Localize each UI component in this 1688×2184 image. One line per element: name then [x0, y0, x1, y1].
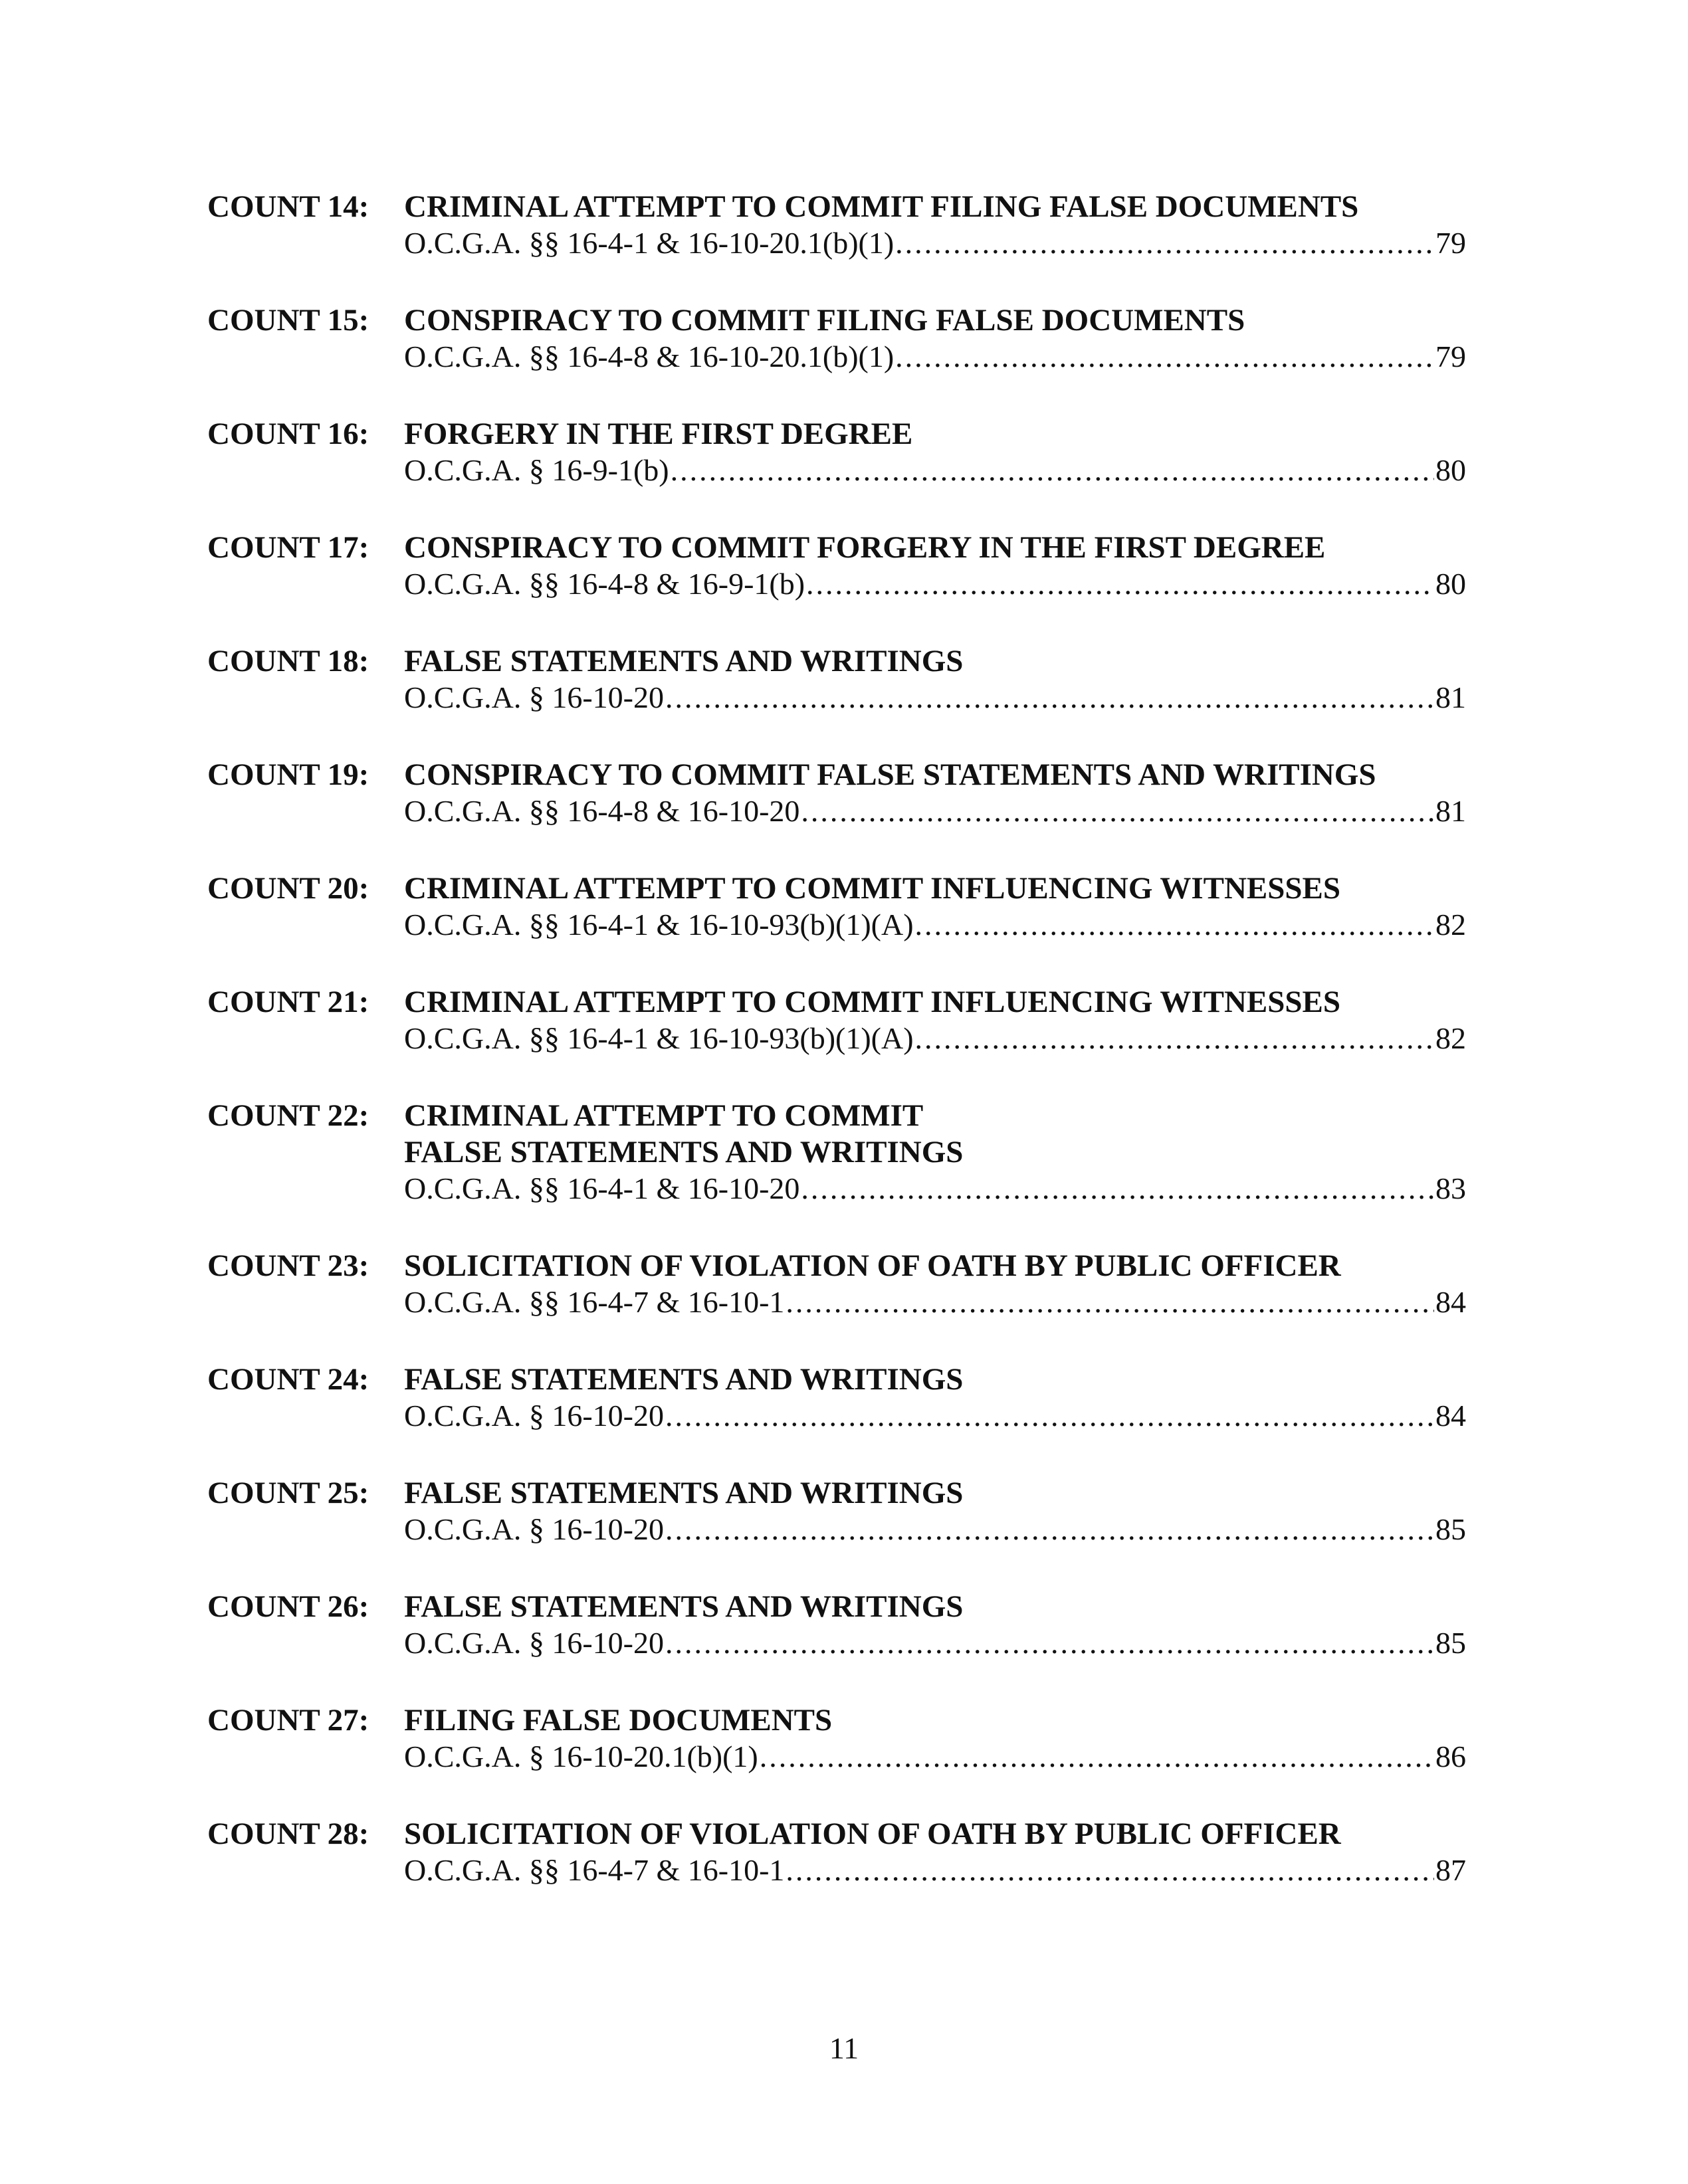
- count-label: COUNT 14:: [207, 189, 369, 224]
- page-reference: 81: [1435, 794, 1466, 828]
- citation-line: [404, 1169, 1466, 1208]
- count-label: COUNT 23:: [207, 1248, 369, 1283]
- page-reference: 81: [1435, 680, 1466, 714]
- citation-line: [404, 678, 1466, 717]
- page-reference: 80: [1435, 567, 1466, 601]
- dot-leader: [801, 792, 1434, 831]
- statute-citation: O.C.G.A. §§ 16-4-1 & 16-10-93(b)(1)(A): [404, 908, 914, 942]
- count-label: COUNT 24:: [207, 1362, 369, 1397]
- page-reference: 80: [1435, 453, 1466, 487]
- citation-line: [404, 1397, 1466, 1435]
- citation-line: [404, 224, 1466, 262]
- citation-line: [404, 906, 1466, 944]
- count-label: COUNT 28:: [207, 1817, 369, 1851]
- count-label: COUNT 18:: [207, 644, 369, 678]
- dot-leader: [760, 1737, 1434, 1776]
- count-title: FALSE STATEMENTS AND WRITINGS: [404, 1476, 964, 1510]
- count-title: CONSPIRACY TO COMMIT FILING FALSE DOCUMENTS: [404, 303, 1245, 338]
- count-label: COUNT 15:: [207, 303, 369, 338]
- page-reference: 85: [1435, 1626, 1466, 1660]
- count-label: COUNT 19:: [207, 757, 369, 792]
- dot-leader: [786, 1851, 1434, 1890]
- page-reference: 84: [1435, 1285, 1466, 1319]
- statute-citation: O.C.G.A. §§ 16-4-8 & 16-10-20.1(b)(1): [404, 340, 895, 373]
- count-title: FALSE STATEMENTS AND WRITINGS: [404, 1362, 964, 1397]
- count-label: COUNT 21:: [207, 985, 369, 1019]
- count-title: CONSPIRACY TO COMMIT FALSE STATEMENTS AND WRITINGS: [404, 757, 1376, 792]
- dot-leader: [915, 906, 1434, 944]
- statute-citation: O.C.G.A. §§ 16-4-1 & 16-10-20.1(b)(1): [404, 226, 895, 260]
- statute-citation: O.C.G.A. §§ 16-4-8 & 16-10-20: [404, 794, 800, 828]
- count-label: COUNT 25:: [207, 1476, 369, 1510]
- count-title: SOLICITATION OF VIOLATION OF OATH BY PUBLIC OFFICER: [404, 1248, 1341, 1283]
- page-reference: 84: [1435, 1399, 1466, 1433]
- count-title: FALSE STATEMENTS AND WRITINGS: [404, 644, 964, 678]
- statute-citation: O.C.G.A. §§ 16-4-1 & 16-10-93(b)(1)(A): [404, 1021, 914, 1055]
- statute-citation: O.C.G.A. § 16-10-20: [404, 680, 664, 714]
- count-title: FORGERY IN THE FIRST DEGREE: [404, 417, 913, 451]
- citation-line: [404, 338, 1466, 376]
- citation-line: [404, 451, 1466, 490]
- dot-leader: [671, 451, 1434, 490]
- count-title: FALSE STATEMENTS AND WRITINGS: [404, 1135, 964, 1169]
- citation-line: [404, 1510, 1466, 1549]
- count-label: COUNT 17:: [207, 530, 369, 565]
- statute-citation: O.C.G.A. § 16-9-1(b): [404, 453, 669, 487]
- dot-leader: [806, 565, 1434, 603]
- citation-line: [404, 1283, 1466, 1322]
- statute-citation: O.C.G.A. § 16-10-20: [404, 1399, 664, 1433]
- page-reference: 79: [1435, 340, 1466, 373]
- count-title: CRIMINAL ATTEMPT TO COMMIT INFLUENCING WITNESSES: [404, 871, 1341, 906]
- count-title: FALSE STATEMENTS AND WRITINGS: [404, 1589, 964, 1624]
- count-title: FILING FALSE DOCUMENTS: [404, 1703, 833, 1737]
- citation-line: [404, 565, 1466, 603]
- page-reference: 85: [1435, 1512, 1466, 1546]
- count-title: SOLICITATION OF VIOLATION OF OATH BY PUBLIC OFFICER: [404, 1817, 1341, 1851]
- statute-citation: O.C.G.A. § 16-10-20: [404, 1512, 664, 1546]
- count-title: CONSPIRACY TO COMMIT FORGERY IN THE FIRST DEGREE: [404, 530, 1326, 565]
- dot-leader: [801, 1169, 1434, 1208]
- count-label: COUNT 26:: [207, 1589, 369, 1624]
- count-title: CRIMINAL ATTEMPT TO COMMIT FILING FALSE DOCUMENTS: [404, 189, 1359, 224]
- citation-line: [404, 1624, 1466, 1662]
- citation-line: [404, 1737, 1466, 1776]
- page-reference: 82: [1435, 908, 1466, 942]
- count-label: COUNT 20:: [207, 871, 369, 906]
- citation-line: [404, 792, 1466, 831]
- statute-citation: O.C.G.A. §§ 16-4-7 & 16-10-1: [404, 1853, 785, 1887]
- page-reference: 83: [1435, 1171, 1466, 1205]
- count-label: COUNT 16:: [207, 417, 369, 451]
- page-reference: 87: [1435, 1853, 1466, 1887]
- page-reference: 79: [1435, 226, 1466, 260]
- count-label: COUNT 27:: [207, 1703, 369, 1737]
- dot-leader: [665, 1624, 1434, 1662]
- dot-leader: [786, 1283, 1434, 1322]
- count-label: COUNT 22:: [207, 1098, 369, 1133]
- statute-citation: O.C.G.A. §§ 16-4-7 & 16-10-1: [404, 1285, 785, 1319]
- citation-line: [404, 1851, 1466, 1890]
- dot-leader: [915, 1019, 1434, 1058]
- page-reference: 86: [1435, 1739, 1466, 1773]
- statute-citation: O.C.G.A. §§ 16-4-8 & 16-9-1(b): [404, 567, 805, 601]
- page-number: 11: [829, 2031, 859, 2065]
- dot-leader: [665, 1397, 1434, 1435]
- statute-citation: O.C.G.A. §§ 16-4-1 & 16-10-20: [404, 1171, 800, 1205]
- statute-citation: O.C.G.A. § 16-10-20: [404, 1626, 664, 1660]
- dot-leader: [895, 224, 1434, 262]
- dot-leader: [665, 1510, 1434, 1549]
- dot-leader: [895, 338, 1434, 376]
- count-title: CRIMINAL ATTEMPT TO COMMIT: [404, 1098, 924, 1133]
- page-reference: 82: [1435, 1021, 1466, 1055]
- dot-leader: [665, 678, 1434, 717]
- statute-citation: O.C.G.A. § 16-10-20.1(b)(1): [404, 1739, 758, 1773]
- citation-line: [404, 1019, 1466, 1058]
- count-title: CRIMINAL ATTEMPT TO COMMIT INFLUENCING WITNESSES: [404, 985, 1341, 1019]
